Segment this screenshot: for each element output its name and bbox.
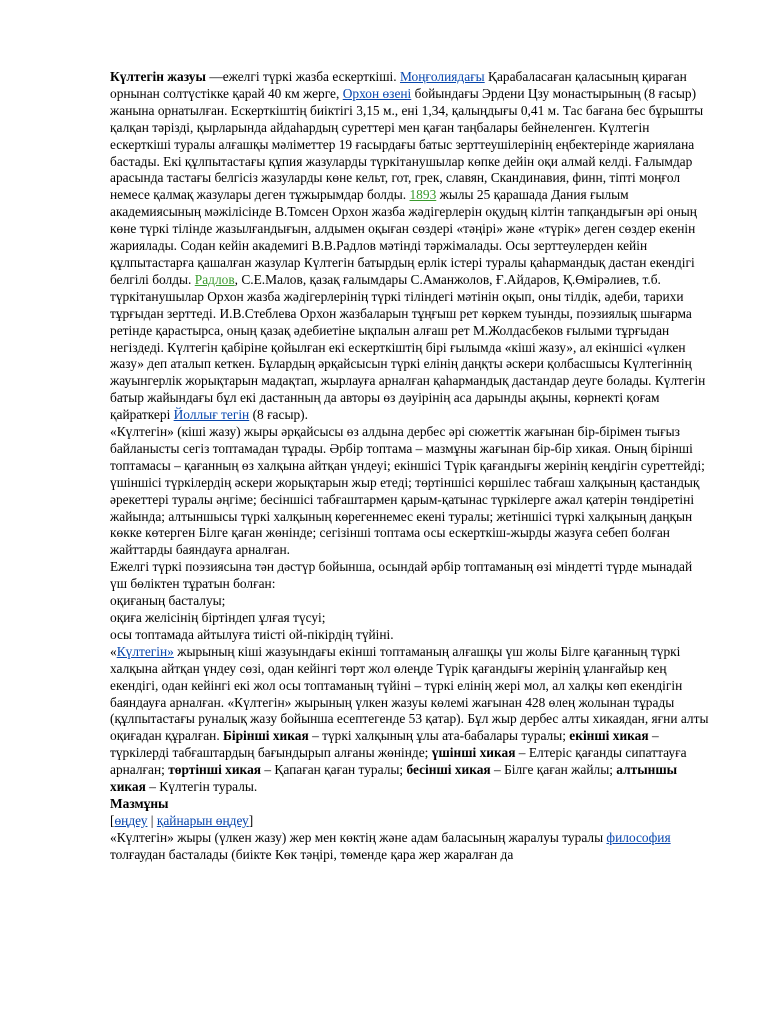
part-line-1: оқиғаның басталуы; <box>110 593 226 609</box>
story-label: алтыншы хикая <box>110 762 678 795</box>
link-orkhon-river[interactable]: Орхон өзені <box>342 85 412 101</box>
text-run: бойындағы Эрдени Цзу монастырының (8 ғасыр) жанына орнатылған. Ескерткіштің биіктігі 3,15 м., ені 1,34, қалыңдығы 0,41 м. Тас бағана бес бұрышты қалқан тәрізді, қырларында айдаһардың суреттері мен қаған таңбалары бейнеленген. Күлтегін ескерткіші туралы алғашқы мәліметтер 19 ғасырдағы батыс зерттеушілерінің еңбектерінде жариялана бастады. Екі құлпытастағы құпия жазуларды түркітанушылар көпке дейін оқи алмай келді. Ғалымдар арасында тастағы белгісіз жазуларды көне кельт, гот, грек, славян, Скандинавия, финн, тіпті моңғол немесе қалмақ жазулары деген тұжырымдар болды. <box>110 85 704 203</box>
text-run: « <box>110 643 117 659</box>
text-run: – Елтеріс қағанды сипаттауға арналған; <box>110 745 687 778</box>
text-run: жылы 25 қарашада Дания ғылым академиясының мәжілісінде В.Томсен Орхон жазба жәдігерлерін оқудың кілтін тапқандығын әрі оның көне түркі тілінде жазылғандығын, алдымен оқыған сөздері «тәңірі» және «түрік» деген сөздер екенін жариялады. Содан кейін академигі В.В.Радлов мәтінді тәржімалады. Осы зерттеулерден кейін құлпытастарға қашалған жазулар Күлтегін батырдың ерлік істері туралы қаһармандық дастан екендігі белгілі болды. <box>110 187 697 287</box>
text-run: – Қапаған қаған туралы; <box>261 762 407 778</box>
link-1893[interactable]: 1893 <box>409 187 437 203</box>
link-radlov[interactable]: Радлов <box>194 271 235 287</box>
text-run: – Білге қаған жайлы; <box>490 762 617 778</box>
text-run: толғаудан басталады (биікте Көк тәңірі, төменде қара жер жаралған да <box>110 846 514 862</box>
small-inscription-paragraph: «Күлтегін» (кіші жазу) жыры әрқайсысы өз алдына дербес әрі сюжеттік жағынан бір-бірімен тығыз байланысты сегіз топтамадан тұрады. Әрбір топтама – мазмұны жағынан бір-бір хикая. Оның бірінші топтамасы – қағанның өз халқына айтқан үндеуі; екіншісі Түрік қағандығы жерінің кеңдігін суреттейді; үшіншісі түркілердің әскери жорықтарын жыр етеді; төртіншісі көршілес табғаш халқының қастандық әрекеттері туралы әңгіме; бесіншісі табғаштармен қарым-қатынас түркілерге ажал қатерін төндіретіні жайында; алтыншысы түркі халқының көрегеннемес екені туралы; жетіншісі түркі халқының даңқын көкке көтерген Білге қаған жөнінде; сегізінші топтама осы ескерткіш-жырды жазуға себеп болған жайттарды баяндауға арналған. <box>110 424 705 558</box>
story-label: бесінші хикая <box>406 762 491 778</box>
link-philosophy[interactable]: философия <box>606 829 671 845</box>
link-yollyg-tegin[interactable]: Йоллығ тегін <box>173 407 250 423</box>
edit-source-link[interactable]: қайнарын өңдеу <box>156 812 249 828</box>
story-label: төртінші хикая <box>168 762 262 778</box>
part-line-2: оқиға желісінің біртіндеп ұлғая түсуі; <box>110 610 326 625</box>
text-run: «Күлтегін» жыры (үлкен жазу) жер мен көктің және адам баласының жаралуы туралы <box>110 829 607 845</box>
text-run: жырының кіші жазуындағы екінші топтаманың алғашқы үш жолы Білге қағанның түркі халқына айтқан үндеу сөзі, одан кейінгі төрт жол өлеңде Түрік қағандығы жерінің ұланғайыр кең екендігі, одан кейінгі екі жол осы топтаманың түйіні – түркі елінің жері мол, ал халқы көп екендігін баяндауға арналған. «Күлтегін» жырының үлкен жазуы көлемі жағынан 428 өлең жолынан тұрады (құлпытастағы руналық жазу бойынша есептегенде 53 қатар). Бұл жыр дербес алты хикаядан, яғни алты оқиғадан құралған. <box>110 643 709 744</box>
text-run: – түркілерді табғаштардың бағындырып алғаны жөнінде; <box>110 728 659 761</box>
bracket: ] <box>248 812 254 828</box>
text-run: Қарабаласаған қаласының қираған орнынан солтүстікке қарай 40 км жерге, <box>110 69 687 101</box>
story-label: Бірінші хикая <box>223 728 309 744</box>
intro-paragraph <box>110 69 710 424</box>
text-run: – түркі халқының ұлы ата-бабалары туралы; <box>308 728 570 744</box>
link-kultegin[interactable]: Күлтегін» <box>116 643 174 659</box>
stories-paragraph <box>110 644 710 796</box>
text-run: , С.Е.Малов, қазақ ғалымдары С.Аманжолов, Ғ.Айдаров, Қ.Өмірәлиев, т.б. түркітанушылар Орхон жазба жәдігерлерінің түркі тіліндегі мәтінін оқып, оны тілдік, әдеби, тарихи тұрғыдан зерттеді. И.В.Стеблева Орхон жазбаларын тұңғыш рет көркем туынды, поэзиялық шығарма ретінде қарастырса, оның қазақ әдебиетіне ықпалын алғаш рет М.Жолдасбеков ғылыми тұрғыдан негіздеді. Күлтегін қабіріне қойылған екі ескерткіштің бірі ғылымда «кіші жазу», ал екіншісі «үлкен жазу» деп аталып кеткен. Бұлардың әрқайсысын түркі елінің даңқты әскери қолбасшысы Күлтегіннің жауынгерлік жорықтарын мадақтап, жырлауға арналған қаһармандық дастандар деуге болады. Күлтегін батыр жайындағы бұл екі дастанның да авторы өз дәуірінің аса дарынды ақыны, көрнекті қоғам қайраткері <box>110 271 706 423</box>
part-line-3: осы топтамада айтылуға тиісті ой-пікірдің түйіні. <box>110 626 394 642</box>
contents-heading-text: Мазмұны <box>110 795 169 811</box>
link-mongolia[interactable]: Моңғолиядағы <box>399 69 485 84</box>
contents-heading <box>110 796 710 813</box>
large-inscription-paragraph <box>110 830 710 864</box>
text-run: —ежелгі түркі жазба ескерткіші. <box>205 69 400 84</box>
edit-link[interactable]: өңдеу <box>114 812 148 828</box>
story-label: екінші хикая <box>569 728 649 744</box>
edit-links <box>110 813 710 830</box>
text-run: (8 ғасыр). <box>249 407 308 423</box>
separator: | <box>147 812 157 828</box>
story-label: үшінші хикая <box>431 745 516 761</box>
article-title: Күлтегін жазуы <box>110 69 206 84</box>
bracket: [ <box>110 812 115 828</box>
tradition-paragraph: Ежелгі түркі поэзиясына тән дәстүр бойынша, осындай әрбір топтаманың өзі міндетті түрде мынадай үш бөліктен тұратын болған: <box>110 559 693 592</box>
text-run: – Күлтегін туралы. <box>145 779 258 795</box>
article-body <box>110 69 710 864</box>
